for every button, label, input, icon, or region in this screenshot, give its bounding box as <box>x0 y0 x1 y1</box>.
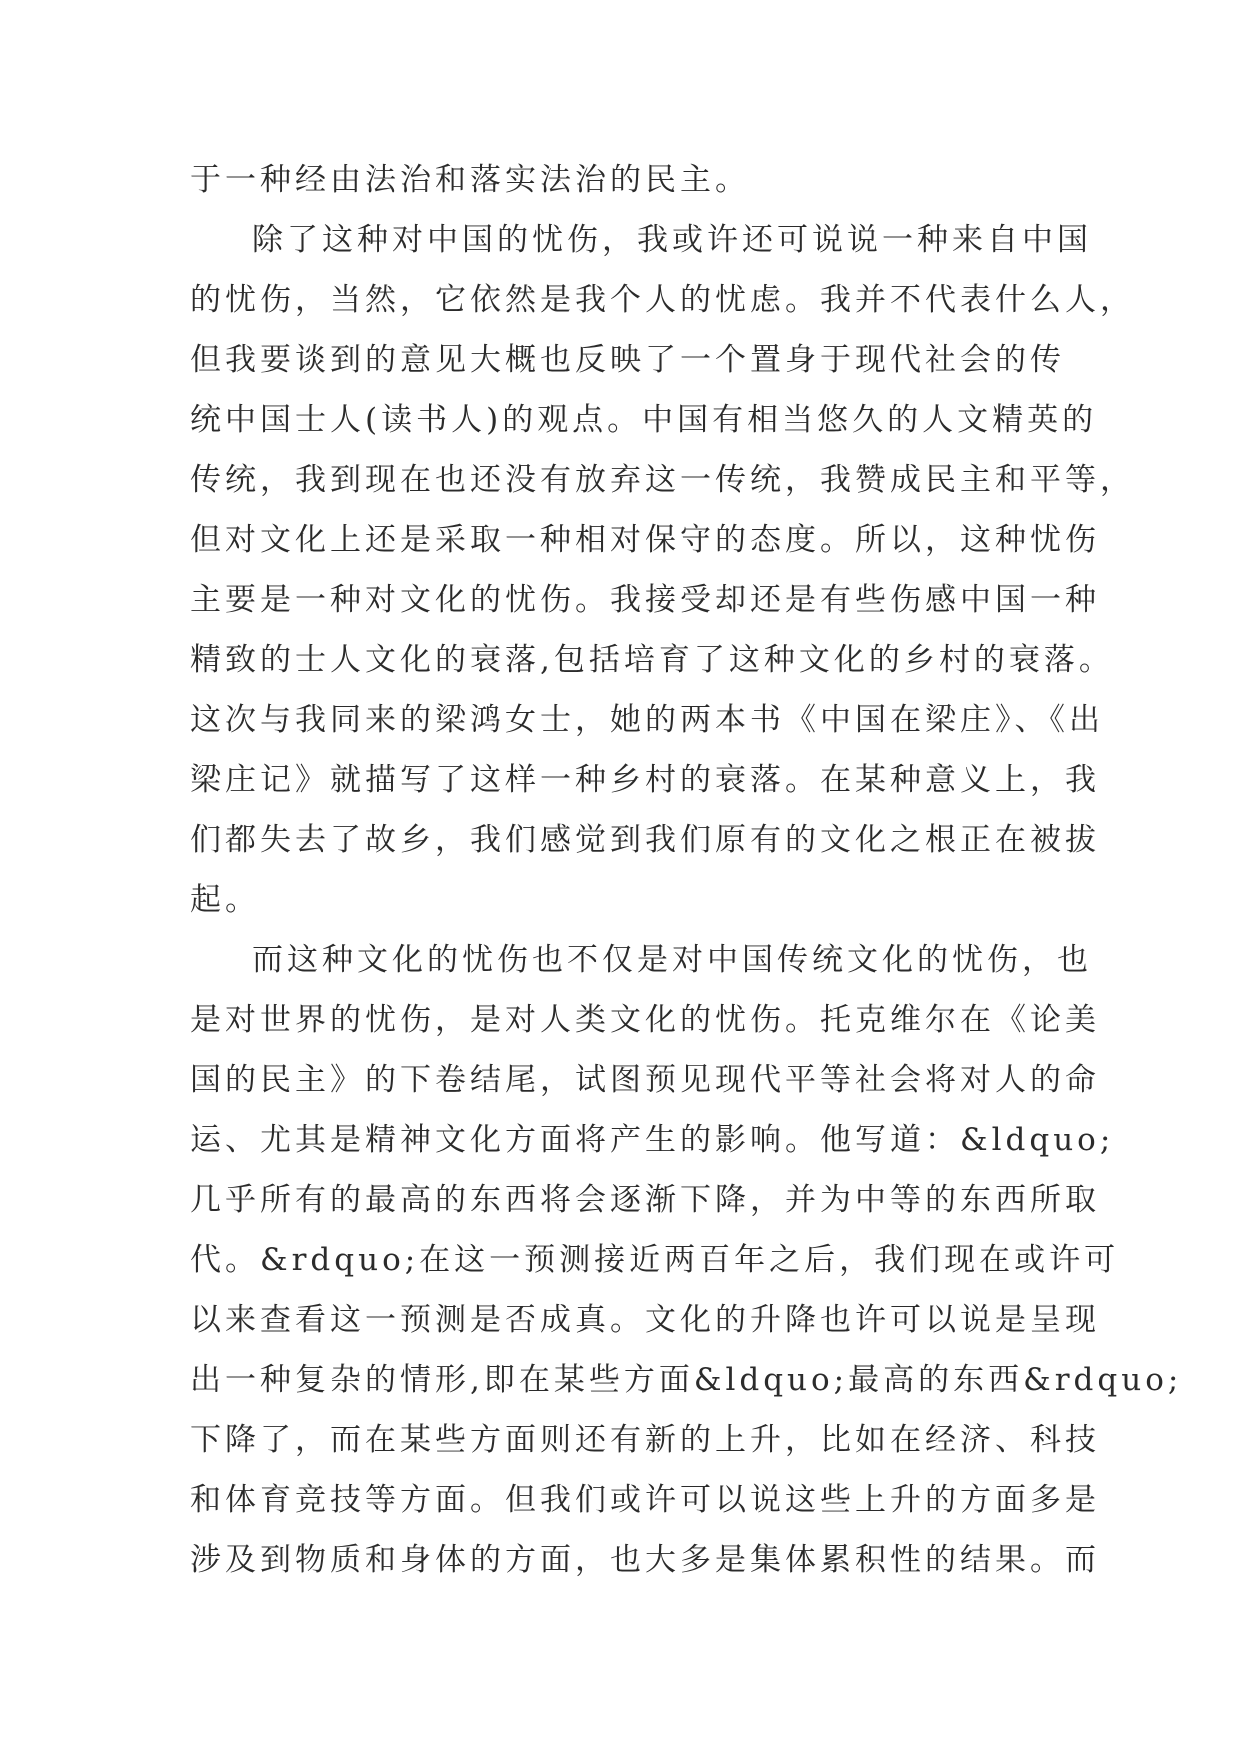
text-line: 以来查看这一预测是否成真。文化的升降也许可以说是呈现 <box>190 1302 1100 1338</box>
text-line: 起。 <box>190 882 260 918</box>
body-text <box>190 150 1183 1590</box>
text-line: 和体育竞技等方面。但我们或许可以说这些上升的方面多是 <box>190 1482 1100 1518</box>
paragraph-3 <box>190 930 1183 1590</box>
text-line: 主要是一种对文化的忧伤。我接受却还是有些伤感中国一种 <box>190 582 1100 618</box>
text-line: 国的民主》的下卷结尾，试图预见现代平等社会将对人的命 <box>190 1062 1100 1098</box>
text-line: 出一种复杂的情形,即在某些方面&ldquo;最高的东西&rdquo; <box>190 1362 1183 1398</box>
text-line: 涉及到物质和身体的方面，也大多是集体累积性的结果。而 <box>190 1542 1100 1578</box>
text-line: 于一种经由法治和落实法治的民主。 <box>190 162 750 198</box>
text-line: 的忧伤，当然，它依然是我个人的忧虑。我并不代表什么人， <box>190 282 1135 318</box>
text-line: 传统，我到现在也还没有放弃这一传统，我赞成民主和平等， <box>190 462 1135 498</box>
text-line: 下降了，而在某些方面则还有新的上升，比如在经济、科技 <box>190 1422 1100 1458</box>
text-line: 是对世界的忧伤，是对人类文化的忧伤。托克维尔在《论美 <box>190 1002 1100 1038</box>
text-line: 而这种文化的忧伤也不仅是对中国传统文化的忧伤，也 <box>252 942 1092 978</box>
text-line: 但对文化上还是采取一种相对保守的态度。所以，这种忧伤 <box>190 522 1100 558</box>
text-line: 代。&rdquo;在这一预测接近两百年之后，我们现在或许可 <box>190 1242 1120 1278</box>
text-line: 们都失去了故乡，我们感觉到我们原有的文化之根正在被拔 <box>190 822 1100 858</box>
text-line: 统中国士人(读书人)的观点。中国有相当悠久的人文精英的 <box>190 402 1098 438</box>
text-line: 除了这种对中国的忧伤，我或许还可说说一种来自中国 <box>252 222 1092 258</box>
text-line: 精致的士人文化的衰落,包括培育了这种文化的乡村的衰落。 <box>190 642 1114 678</box>
text-line: 几乎所有的最高的东西将会逐渐下降，并为中等的东西所取 <box>190 1182 1100 1218</box>
paragraph-2 <box>190 210 1135 930</box>
text-line: 运、尤其是精神文化方面将产生的影响。他写道：&ldquo; <box>190 1122 1115 1158</box>
paragraph-1 <box>190 150 1060 210</box>
text-line: 梁庄记》就描写了这样一种乡村的衰落。在某种意义上，我 <box>190 762 1100 798</box>
text-line: 这次与我同来的梁鸿女士，她的两本书《中国在梁庄》、《出 <box>190 702 1104 738</box>
text-line: 但我要谈到的意见大概也反映了一个置身于现代社会的传 <box>190 342 1065 378</box>
